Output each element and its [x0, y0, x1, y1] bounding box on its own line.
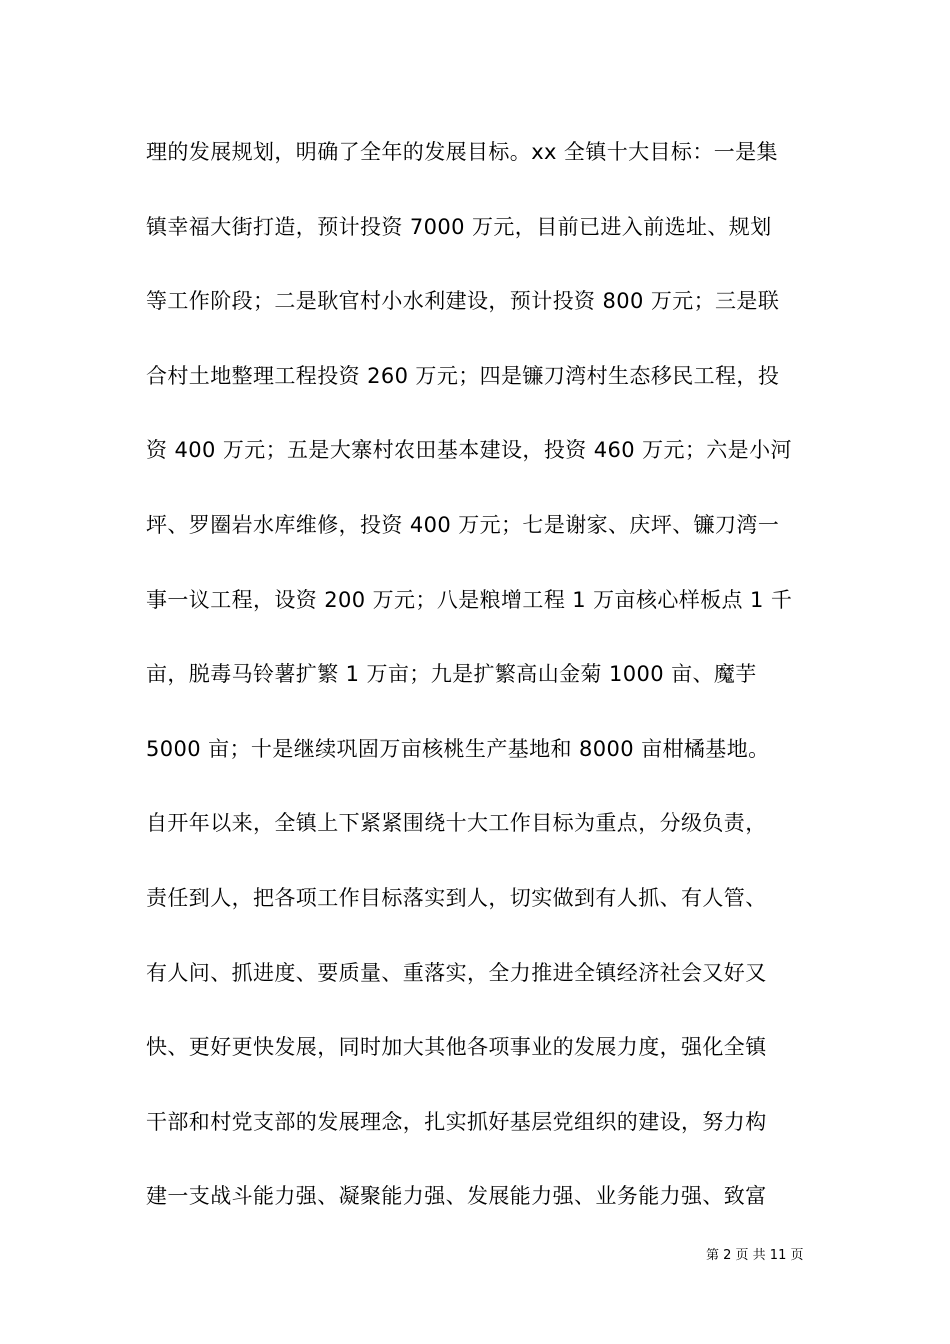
text-line: 事一议工程，设资 200 万元；八是粮增工程 1 万亩核心样板点 1 千 — [146, 587, 793, 612]
text-line: 快、更好更快发展，同时加大其他各项事业的发展力度，强化全镇 — [146, 1035, 767, 1060]
text-line: 有人问、抓进度、要质量、重落实，全力推进全镇经济社会又好又 — [146, 960, 767, 985]
body-text — [146, 122, 816, 1241]
text-line: 等工作阶段；二是耿官村小水利建设，预计投资 800 万元；三是联 — [146, 289, 780, 314]
text-line: 资 400 万元；五是大寨村农田基本建设，投资 460 万元；六是小河 — [146, 438, 792, 463]
text-line: 合村土地整理工程投资 260 万元；四是镰刀湾村生态移民工程，投 — [146, 363, 780, 388]
text-line: 坪、罗圈岩水库维修，投资 400 万元；七是谢家、庆坪、镰刀湾一 — [146, 512, 780, 537]
text-line: 建一支战斗能力强、凝聚能力强、发展能力强、业务能力强、致富 — [146, 1184, 767, 1209]
text-line: 干部和村党支部的发展理念，扎实抓好基层党组织的建设，努力构 — [146, 1109, 767, 1134]
page-number-footer: 第 2 页 共 11 页 — [706, 1248, 804, 1263]
text-line: 自开年以来，全镇上下紧紧围绕十大工作目标为重点，分级负责， — [146, 811, 767, 836]
text-line: 亩，脱毒马铃薯扩繁 1 万亩；九是扩繁高山金菊 1000 亩、魔芋 — [146, 662, 757, 687]
text-line: 理的发展规划，明确了全年的发展目标。xx 全镇十大目标：一是集 — [146, 140, 778, 164]
text-line: 责任到人，把各项工作目标落实到人，切实做到有人抓、有人管、 — [146, 885, 767, 910]
text-line: 镇幸福大街打造，预计投资 7000 万元，目前已进入前选址、规划 — [146, 214, 772, 239]
text-line: 5000 亩；十是继续巩固万亩核桃生产基地和 8000 亩柑橘基地。 — [146, 736, 770, 761]
